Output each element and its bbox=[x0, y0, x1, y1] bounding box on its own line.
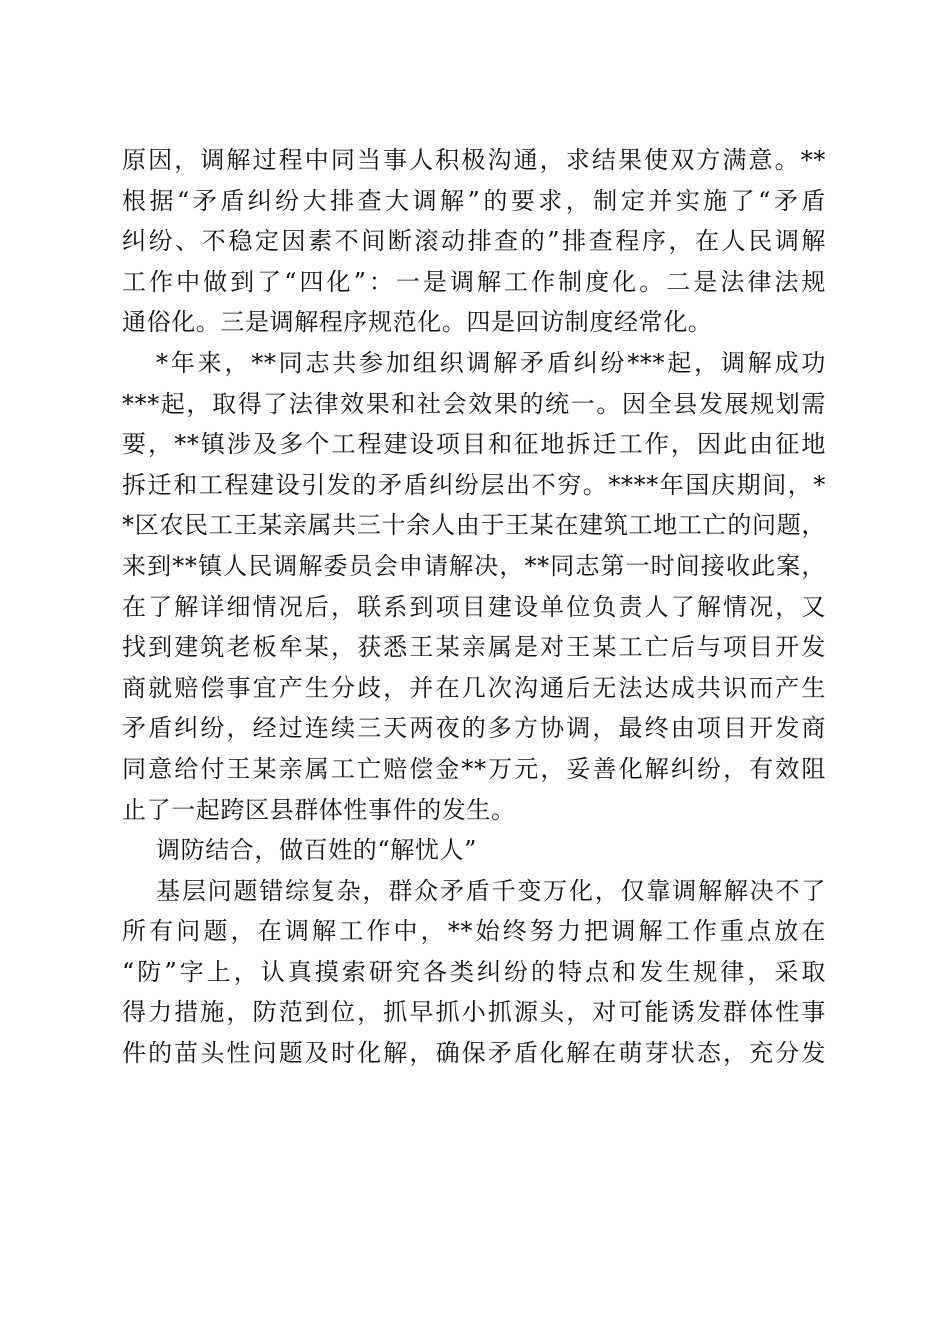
text-line: 原因，调解过程中同当事人积极沟通，求结果使双方满意。** bbox=[122, 146, 826, 174]
paragraph-3 bbox=[122, 871, 826, 1074]
text-line: ***起，取得了法律效果和社会效果的统一。因全县发展规划需 bbox=[122, 389, 826, 418]
text-line: 商就赔偿事宜产生分歧，并在几次沟通后无法达成共识而产生 bbox=[122, 673, 826, 702]
text-line: 基层问题错综复杂，群众矛盾千变万化，仅靠调解解决不了 bbox=[156, 876, 826, 905]
text-line: 来到**镇人民调解委员会申请解决，**同志第一时间接收此案， bbox=[122, 551, 826, 580]
document-page bbox=[122, 140, 826, 1074]
text-line: “防”字上，认真摸索研究各类纠纷的特点和发生规律，采取 bbox=[122, 957, 826, 986]
text-line: 根据“矛盾纠纷大排查大调解”的要求，制定并实施了“矛盾 bbox=[122, 186, 826, 215]
text-line: 工作中做到了“四化”：一是调解工作制度化。二是法律法规 bbox=[122, 267, 826, 296]
section-heading-text: 调防结合，做百姓的“解忧人” bbox=[156, 836, 477, 865]
text-line: 纠纷、不稳定因素不间断滚动排查的”排查程序，在人民调解 bbox=[122, 227, 826, 256]
text-line: 止了一起跨区县群体性事件的发生。 bbox=[122, 795, 516, 824]
text-line: 所有问题，在调解工作中，**始终努力把调解工作重点放在 bbox=[122, 917, 826, 946]
text-line: 在了解详细情况后，联系到项目建设单位负责人了解情况，又 bbox=[122, 592, 826, 621]
text-line: 矛盾纠纷，经过连续三天两夜的多方协调，最终由项目开发商 bbox=[122, 714, 826, 743]
text-line: *区农民工王某亲属共三十余人由于王某在建筑工地工亡的问题， bbox=[122, 511, 826, 540]
paragraph-2 bbox=[122, 343, 826, 830]
text-line: 找到建筑老板牟某，获悉王某亲属是对王某工亡后与项目开发 bbox=[122, 633, 826, 662]
text-line: 得力措施，防范到位，抓早抓小抓源头，对可能诱发群体性事 bbox=[122, 998, 826, 1027]
text-line: 通俗化。三是调解程序规范化。四是回访制度经常化。 bbox=[122, 308, 713, 337]
text-line: 件的苗头性问题及时化解，确保矛盾化解在萌芽状态，充分发 bbox=[122, 1039, 826, 1068]
paragraph-1 bbox=[122, 140, 826, 343]
text-line: 要，**镇涉及多个工程建设项目和征地拆迁工作，因此由征地 bbox=[122, 430, 826, 459]
text-line: *年来，**同志共参加组织调解矛盾纠纷***起，调解成功 bbox=[156, 348, 826, 377]
text-line: 同意给付王某亲属工亡赔偿金**万元，妥善化解纠纷，有效阻 bbox=[122, 754, 826, 783]
section-heading bbox=[122, 830, 826, 871]
text-line: 拆迁和工程建设引发的矛盾纠纷层出不穷。****年国庆期间，* bbox=[122, 470, 826, 499]
